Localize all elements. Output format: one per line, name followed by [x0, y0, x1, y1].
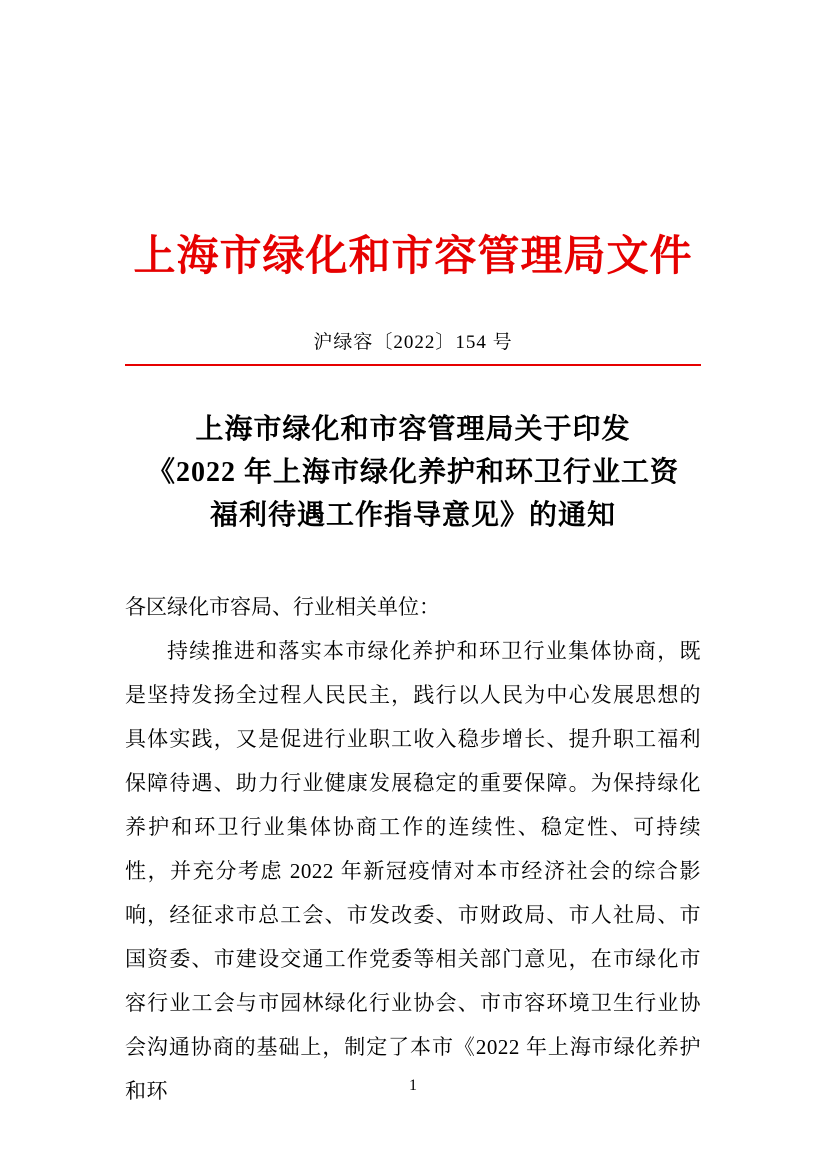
- red-divider-line: [125, 364, 701, 366]
- document-title-line-1: 上海市绿化和市容管理局关于印发: [195, 413, 631, 445]
- body-paragraph: 持续推进和落实本市绿化养护和环卫行业集体协商，既是坚持发扬全过程人民民主，践行以人民为中心发展思想的具体实践，又是促进行业职工收入稳步增长、提升职工福利保障待遇、助力行业健康发展稳定的重要保障。为保持绿化养护和环卫行业集体协商工作的连续性、稳定性、可持续性，并充分考虑 2022 年新冠疫情对本市经济社会的综合影响，经征求市总工会、市发改委、市财政局、市人社局、市国资委、市建设交通工作党委等相关部门意见，在市绿化市容行业工会与市园林绿化行业协会、市市容环境卫生行业协会沟通协商的基础上，制定了本市《2022 年上海市绿化养护和环: [125, 638, 701, 1103]
- document-title: [125, 408, 701, 537]
- document-number: 沪绿容〔2022〕154 号: [313, 331, 513, 353]
- salutation: 各区绿化市容局、行业相关单位：: [125, 594, 440, 619]
- document-title-line-3: 福利待遇工作指导意见》的通知: [209, 499, 616, 531]
- page-number: 1: [409, 1077, 417, 1094]
- document-title-line-2: 《2022 年上海市绿化养护和环卫行业工资: [146, 456, 679, 488]
- agency-letterhead-title: 上海市绿化和市容管理局文件: [133, 234, 693, 280]
